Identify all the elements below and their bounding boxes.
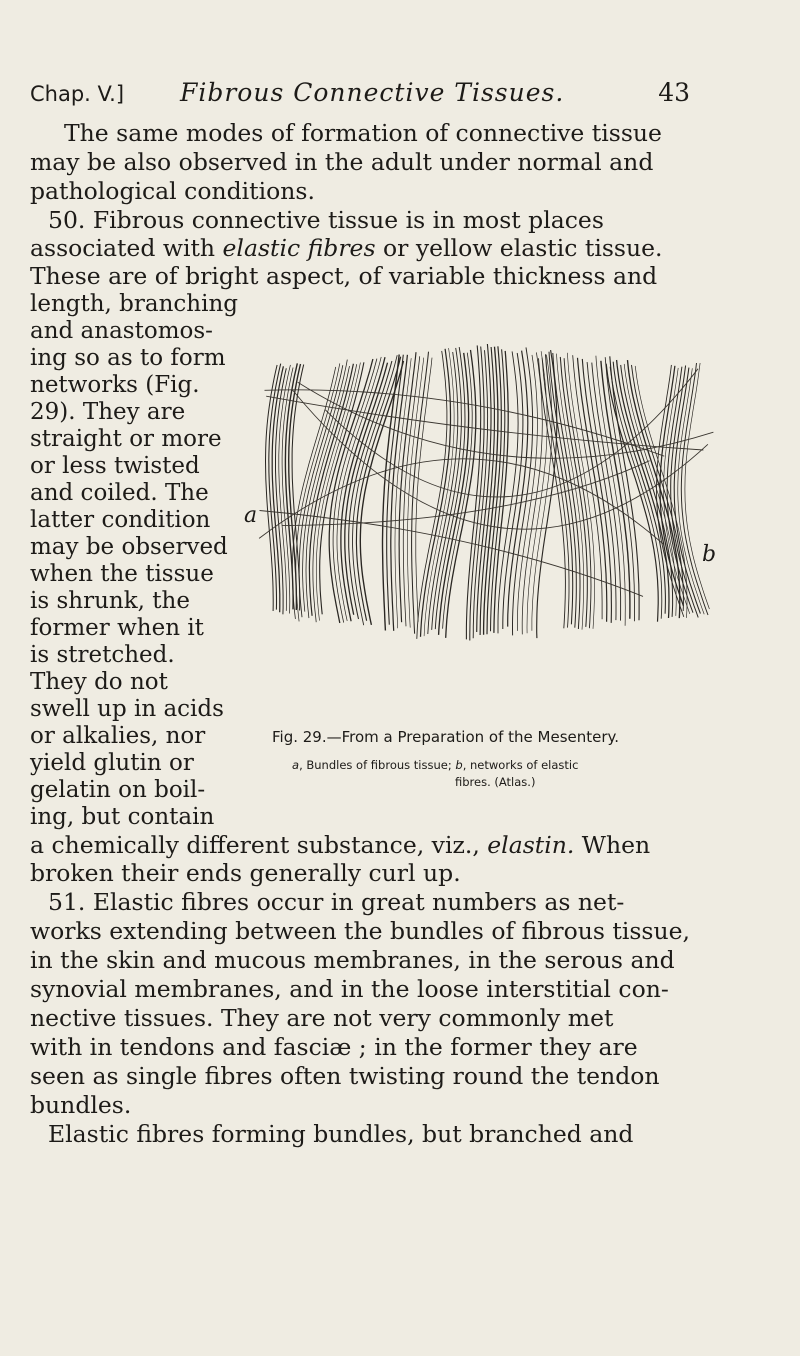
fibre-line — [360, 361, 403, 625]
text-line: 29). They are — [30, 399, 186, 425]
text-line: works extending between the bundles of fibrous tissue, — [30, 917, 690, 945]
text-line: broken their ends generally curl up. — [30, 859, 461, 887]
text-line: or less twisted — [30, 453, 200, 479]
italic-term: elastic fibres — [222, 234, 376, 262]
fibre-line — [407, 358, 423, 628]
figure-caption-line: fibres. (Atlas.) — [455, 775, 536, 789]
text-run: When — [574, 831, 651, 859]
running-header — [30, 78, 690, 112]
text-line: Elastic fibres forming bundles, but branched and — [48, 1120, 634, 1148]
text-run: a chemically different substance, viz., — [30, 831, 488, 859]
fibre-line — [353, 355, 398, 625]
text-line: These are of bright aspect, of variable thickness and — [30, 262, 658, 290]
figure-caption-line — [292, 758, 578, 772]
text-line: length, branching — [30, 291, 239, 317]
text-line: in the skin and mucous membranes, in the serous and — [30, 946, 675, 974]
fibre-line — [282, 368, 293, 614]
caption-key-b: b — [455, 758, 463, 772]
caption-text: , networks of elastic — [462, 758, 579, 772]
fibre-line — [329, 359, 373, 623]
figure-label-b: b — [702, 542, 717, 567]
figure-label-a: a — [244, 503, 258, 528]
text-line: and coiled. The — [30, 480, 209, 506]
text-line: when the tissue — [30, 561, 214, 587]
fibre-line — [276, 368, 287, 614]
fibre-line — [412, 352, 429, 634]
text-line: nective tissues. They are not very commonly met — [30, 1004, 614, 1032]
chapter-label: Chap. V.] — [30, 82, 125, 106]
text-line: may be also observed in the adult under normal and — [30, 148, 654, 176]
text-line — [30, 234, 663, 262]
text-line: bundles. — [30, 1091, 132, 1119]
text-line — [30, 831, 651, 859]
text-line: seen as single fibres often twisting round the tendon — [30, 1062, 660, 1090]
running-title: Fibrous Connective Tissues. — [180, 78, 565, 107]
text-line: The same modes of formation of connective tissue — [64, 119, 662, 147]
elastic-network-strand — [298, 382, 714, 458]
caption-key-a: a — [292, 758, 300, 772]
text-line: or alkalies, nor — [30, 723, 206, 749]
text-line: ing so as to form — [30, 345, 226, 371]
text-line: straight or more — [30, 426, 222, 452]
text-line: ing, but contain — [30, 804, 215, 830]
fibre-strands — [259, 344, 713, 641]
text-line: synovial membranes, and in the loose interstitial con- — [30, 975, 669, 1003]
figure-caption-title: Fig. 29.—From a Preparation of the Mesentery. — [272, 728, 620, 746]
text-line: is stretched. — [30, 642, 175, 668]
text-line: is shrunk, the — [30, 588, 190, 614]
text-line: networks (Fig. — [30, 372, 200, 398]
text-run: associated with — [30, 234, 223, 262]
text-line: and anastomos- — [30, 318, 213, 344]
text-line: gelatin on boil- — [30, 777, 206, 803]
fibre-line — [685, 363, 710, 609]
text-line: 51. Elastic fibres occur in great numbers as net- — [48, 888, 625, 916]
page-number: 43 — [658, 78, 690, 107]
text-run: or yellow elastic tissue. — [375, 234, 663, 262]
text-line: pathological conditions. — [30, 177, 315, 205]
text-line: former when it — [30, 615, 204, 641]
text-line: They do not — [30, 669, 168, 695]
text-line: 50. Fibrous connective tissue is in most places — [48, 206, 604, 234]
text-line: swell up in acids — [30, 696, 224, 722]
fibre-line — [272, 366, 283, 612]
text-line: latter condition — [30, 507, 211, 533]
italic-term: elastin. — [487, 831, 575, 859]
text-line: may be observed — [30, 534, 228, 560]
fibres-drawing — [258, 338, 720, 650]
text-line: with in tendons and fasciæ ; in the former they are — [30, 1033, 638, 1061]
caption-text: , Bundles of fibrous tissue; — [299, 758, 456, 772]
figure-29-illustration — [258, 338, 720, 650]
text-line: yield glutin or — [30, 750, 194, 776]
